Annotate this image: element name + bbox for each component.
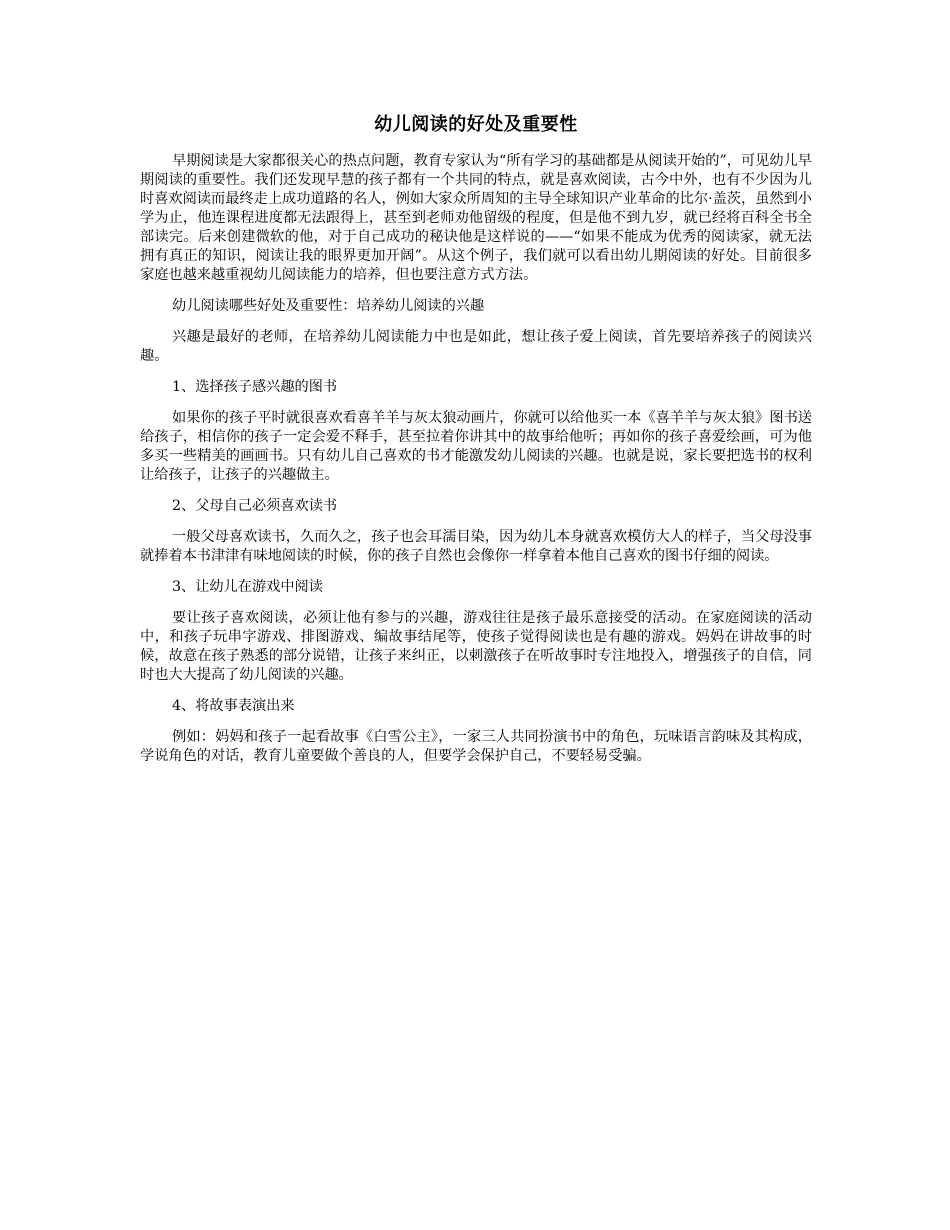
section-heading-benefits: 幼儿阅读哪些好处及重要性：培养幼儿阅读的兴趣 [172,298,485,314]
interest-paragraph: 兴趣是最好的老师，在培养幼儿阅读能力中也是如此，想让孩子爱上阅读，首先要培养孩子的阅读兴趣。 [140,329,812,364]
section-3-paragraph: 要让孩子喜欢阅读，必须让他有参与的兴趣，游戏往往是孩子最乐意接受的活动。在家庭阅读的活动中，和孩子玩串字游戏、排图游戏、编故事结尾等，使孩子觉得阅读也是有趣的游戏。妈妈在讲故事的时候，故意在孩子熟悉的部分说错，让孩子来纠正，以刺激孩子在听故事时专注地投入，增强孩子的自信，同时也大大提高了幼儿阅读的兴趣。 [140,610,812,683]
section-heading-2: 2、父母自己必须喜欢读书 [172,498,338,514]
section-heading-1: 1、选择孩子感兴趣的图书 [172,379,338,395]
section-heading-4: 4、将故事表演出来 [172,698,295,714]
document-body [140,112,812,778]
section-1-paragraph: 如果你的孩子平时就很喜欢看喜羊羊与灰太狼动画片，你就可以给他买一本《喜羊羊与灰太狼》图书送给孩子，相信你的孩子一定会爱不释手，甚至拉着你讲其中的故事给他听；再如你的孩子喜爱绘画，可为他多买一些精美的画画书。只有幼儿自己喜欢的书才能激发幼儿阅读的兴趣。也就是说，家长要把选书的权利让给孩子，让孩子的兴趣做主。 [140,410,812,483]
section-4-paragraph: 例如：妈妈和孩子一起看故事《白雪公主》，一家三人共同扮演书中的角色，玩味语言韵味及其构成，学说角色的对话，教育儿童要做个善良的人，但要学会保护自己，不要轻易受骗。 [140,729,812,764]
page-title: 幼儿阅读的好处及重要性 [374,114,578,135]
section-heading-3: 3、让幼儿在游戏中阅读 [172,579,323,595]
section-2-paragraph: 一般父母喜欢读书，久而久之，孩子也会耳濡目染，因为幼儿本身就喜欢模仿大人的样子，当父母没事就捧着本书津津有味地阅读的时候，你的孩子自然也会像你一样拿着本他自己喜欢的图书仔细的阅读。 [140,529,812,564]
intro-paragraph: 早期阅读是大家都很关心的热点问题，教育专家认为“所有学习的基础都是从阅读开始的”，可见幼儿早期阅读的重要性。我们还发现早慧的孩子都有一个共同的特点，就是喜欢阅读，古今中外，也有不少因为儿时喜欢阅读而最终走上成功道路的名人，例如大家众所周知的主导全球知识产业革命的比尔·盖茨，虽然到小学为止，他连课程进度都无法跟得上，甚至到老师劝他留级的程度，但是他不到九岁，就已经将百科全书全部读完。后来创建微软的他，对于自己成功的秘诀他是这样说的——“如果不能成为优秀的阅读家，就无法拥有真正的知识，阅读让我的眼界更加开阔”。从这个例子，我们就可以看出幼儿期阅读的好处。目前很多家庭也越来越重视幼儿阅读能力的培养，但也要注意方式方法。 [140,153,812,283]
